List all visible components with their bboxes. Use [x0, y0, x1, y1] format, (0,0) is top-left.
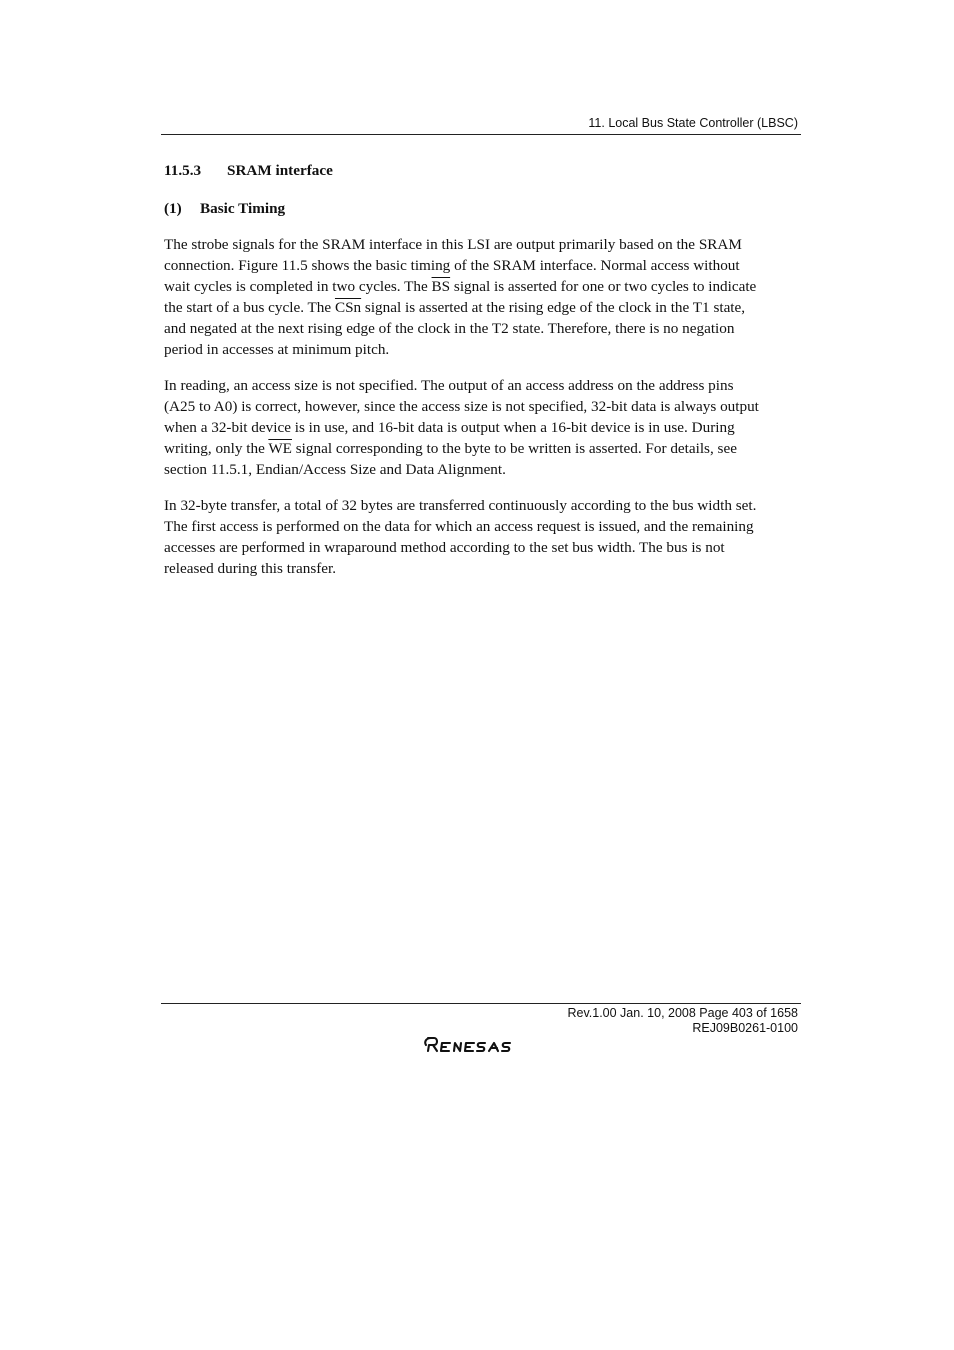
paragraph-reading-writing	[164, 375, 804, 480]
text-line: The strobe signals for the SRAM interface in this LSI are output primarily based on the SRAM	[164, 236, 742, 253]
page-footer	[567, 1006, 798, 1036]
text-run: signal is asserted at the rising edge of the clock in the T1 state,	[361, 299, 746, 316]
text-line	[164, 438, 804, 459]
header-rule	[161, 134, 801, 135]
subsection-number: (1)	[164, 200, 182, 217]
text-line: and negated at the next rising edge of the clock in the T2 state. Therefore, there is no negation	[164, 320, 735, 337]
text-run: the start of a bus cycle. The	[164, 299, 335, 316]
paragraph-32-byte-transfer	[164, 495, 804, 579]
subsection-title: Basic Timing	[200, 200, 286, 217]
section-title: SRAM interface	[227, 162, 333, 179]
renesas-logo	[422, 1034, 542, 1061]
subsection-heading	[164, 198, 804, 219]
text-line: accesses are performed in wraparound method according to the set bus width. The bus is not	[164, 539, 725, 556]
text-run: wait cycles is completed in two cycles. The	[164, 278, 432, 295]
section-number: 11.5.3	[164, 162, 202, 179]
renesas-logo-icon	[422, 1034, 542, 1056]
document-code: REJ09B0261-0100	[692, 1021, 798, 1035]
text-run: signal corresponding to the byte to be written is asserted. For details, see	[291, 440, 737, 457]
text-run: signal is asserted for one or two cycles to indicate	[450, 278, 757, 295]
section-heading	[164, 160, 804, 181]
running-header: 11. Local Bus State Controller (LBSC)	[588, 116, 798, 130]
text-line: when a 32-bit device is in use, and 16-bit data is output when a 16-bit device is in use. During	[164, 419, 735, 436]
footer-rule	[161, 1003, 801, 1004]
text-line: released during this transfer.	[164, 560, 337, 577]
text-line	[164, 276, 804, 297]
signal-name-bs: $\overline{BS}$	[431, 278, 451, 295]
text-line: In reading, an access size is not specified. The output of an access address on the address pins	[164, 377, 734, 394]
text-run: writing, only the	[164, 440, 269, 457]
signal-name-csn: $\overline{CSn}$	[334, 299, 362, 316]
text-line: The first access is performed on the data for which an access request is issued, and the remaining	[164, 518, 754, 535]
text-line: period in accesses at minimum pitch.	[164, 341, 390, 358]
page-body	[164, 160, 804, 579]
revision-info: Rev.1.00 Jan. 10, 2008 Page 403 of 1658	[567, 1006, 798, 1020]
text-line: (A25 to A0) is correct, however, since the access size is not specified, 32-bit data is always output	[164, 398, 759, 415]
text-line	[164, 297, 804, 318]
text-line: section 11.5.1, Endian/Access Size and Data Alignment.	[164, 461, 506, 478]
text-line: connection. Figure 11.5 shows the basic timing of the SRAM interface. Normal access without	[164, 257, 740, 274]
text-line: In 32-byte transfer, a total of 32 bytes are transferred continuously according to the bus width set.	[164, 497, 757, 514]
signal-name-we: $\overline{WE}$	[268, 440, 292, 457]
paragraph-basic-timing	[164, 234, 804, 360]
